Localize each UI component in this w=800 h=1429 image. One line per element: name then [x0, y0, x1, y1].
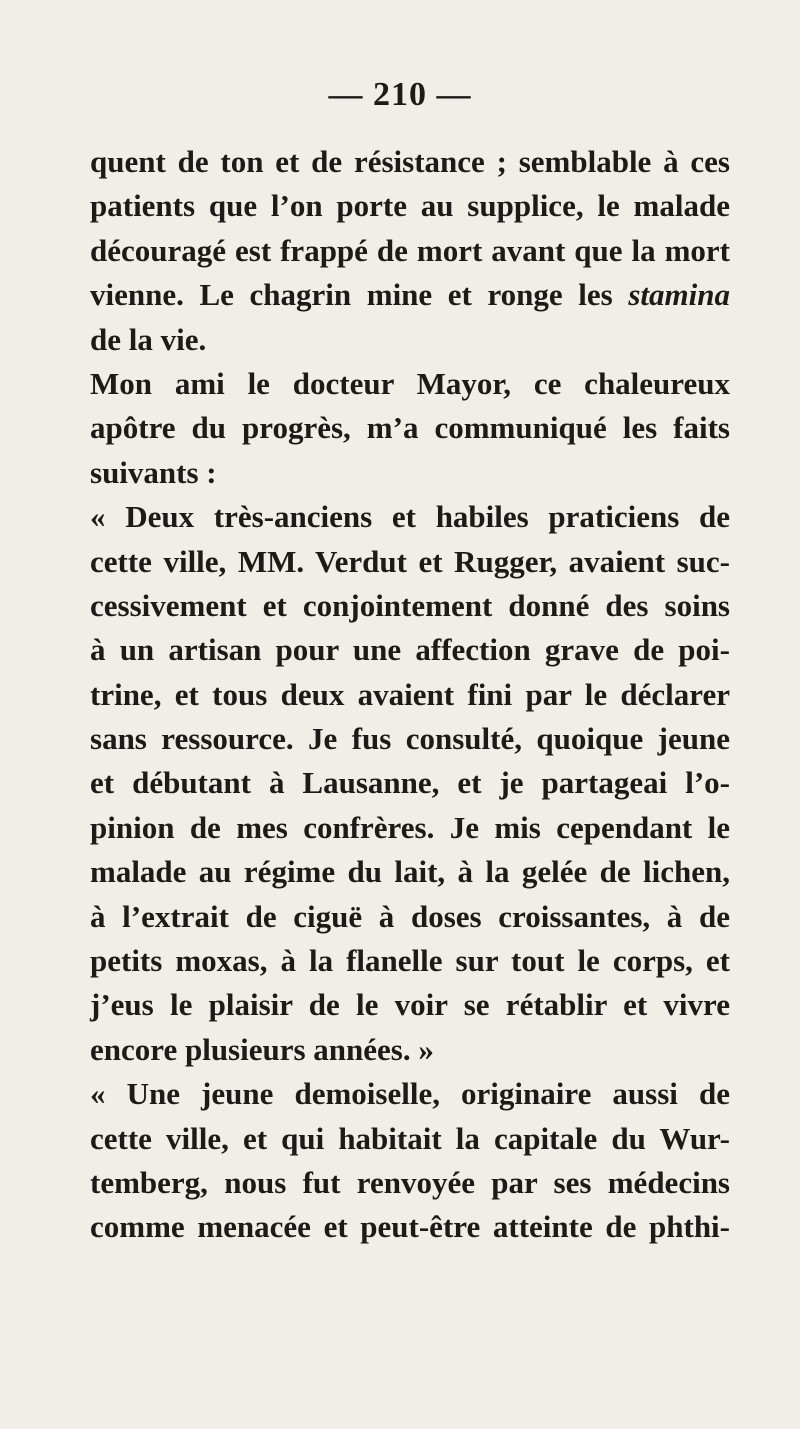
text-line: temberg, nous fut renvoyée par ses médecins	[90, 1164, 730, 1200]
text-line: à un artisan pour une affection grave de poi-	[90, 632, 730, 668]
text-line: « Deux très-anciens et habiles praticiens de	[90, 499, 730, 535]
text-line: suivants :	[90, 454, 217, 490]
text-line: « Une jeune demoiselle, originaire aussi de	[90, 1076, 730, 1112]
text-line: apôtre du progrès, m’a communiqué les faits	[90, 410, 730, 446]
text-line: à l’extrait de ciguë à doses croissantes, à de	[90, 898, 730, 934]
text-line-with-italic	[90, 273, 730, 317]
text-line: comme menacée et peut-être atteinte de phthi-	[90, 1209, 730, 1245]
text-line: encore plusieurs années. »	[90, 1031, 434, 1067]
text-line: découragé est frappé de mort avant que la mort	[90, 232, 730, 268]
text-line: pinion de mes confrères. Je mis cependant le	[90, 809, 730, 845]
italic-word: stamina	[628, 277, 730, 313]
text-line: trine, et tous deux avaient fini par le déclarer	[90, 676, 730, 712]
page-number: — 210 —	[328, 76, 472, 113]
text-line: cette ville, et qui habitait la capitale du Wur-	[90, 1120, 730, 1156]
text-line: de la vie.	[90, 321, 207, 357]
text-line: cessivement et conjointement donné des soins	[90, 587, 730, 623]
text-fragment: vienne. Le chagrin mine et ronge les	[90, 277, 613, 313]
body-text	[90, 140, 730, 1250]
text-line: et débutant à Lausanne, et je partageai l’o-	[90, 765, 730, 801]
text-line: Mon ami le docteur Mayor, ce chaleureux	[90, 365, 730, 401]
text-line: sans ressource. Je fus consulté, quoique jeune	[90, 721, 730, 757]
text-line: malade au régime du lait, à la gelée de lichen,	[90, 854, 730, 890]
text-line: petits moxas, à la flanelle sur tout le corps, et	[90, 943, 730, 979]
text-line: cette ville, MM. Verdut et Rugger, avaient suc-	[90, 543, 730, 579]
text-line: j’eus le plaisir de le voir se rétablir et vivre	[90, 987, 730, 1023]
text-line: quent de ton et de résistance ; semblable à ces	[90, 144, 730, 179]
text-line: patients que l’on porte au supplice, le malade	[90, 188, 730, 224]
